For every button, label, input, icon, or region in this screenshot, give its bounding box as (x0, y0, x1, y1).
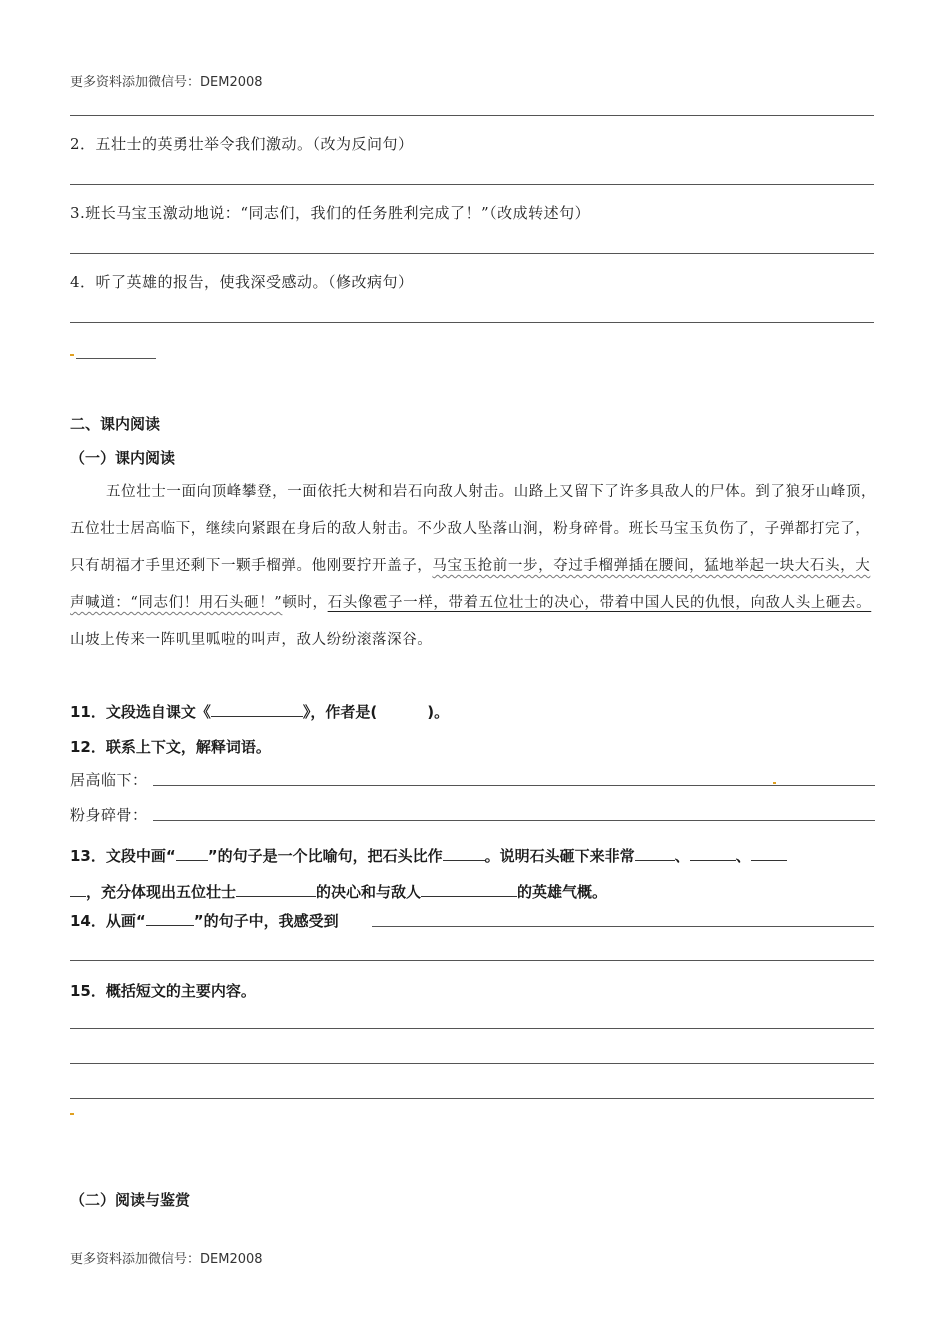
reading-passage (70, 474, 880, 659)
answer-line[interactable] (70, 322, 874, 323)
blank[interactable] (70, 882, 86, 897)
q13-text: 、 (735, 847, 751, 865)
blank[interactable] (236, 882, 316, 897)
answer-line[interactable] (153, 785, 875, 786)
page-header: 更多资料添加微信号：DEM2008 (70, 75, 263, 90)
word-label-2: 粉身碎骨： (70, 806, 148, 824)
answer-line[interactable] (153, 820, 875, 821)
q13-text: 。说明石头砸下来非常 (484, 847, 635, 865)
blank[interactable] (421, 882, 517, 897)
q11-text: 》，作者是( (302, 703, 378, 721)
marker (773, 782, 776, 784)
answer-line[interactable] (70, 115, 874, 116)
answer-line[interactable] (70, 1098, 874, 1099)
q13-text: 、 (674, 847, 690, 865)
passage-text: 山坡上传来一阵叽里呱啦的叫声，敌人纷纷滚落深谷。 (70, 632, 433, 648)
question-14 (70, 910, 339, 931)
page-footer: 更多资料添加微信号：DEM2008 (70, 1252, 263, 1267)
passage-text: 五位壮士一面向顶峰攀登，一面依托大树和岩石向敌人射击。山路上又留下了许多具敌人的尸体。到了狼牙山峰顶，五位壮士居高临下，继续向紧跟在身后的敌人射击。不少敌人坠落山涧，粉身碎骨。班长马宝玉负伤了，子弹都打完了，只有胡福才手里还剩下一颗手榴弹。他刚要拧开盖子， (70, 484, 877, 574)
q11-text: )。 (427, 703, 450, 721)
question-3: 3.班长马宝玉激动地说：“同志们，我们的任务胜利完成了！”（改成转述句） (70, 204, 591, 222)
wavy-underlined-sentence: 马宝玉抢前一步，夺过手榴弹插在腰间，猛地举起一块大石头，大声喊道：“同志们！用石头砸！” (70, 558, 871, 611)
subsection-title-2: （二）阅读与鉴赏 (70, 1191, 191, 1209)
marker (70, 1113, 74, 1115)
answer-line[interactable] (70, 1063, 874, 1064)
q13-text: ，充分体现出五位壮士 (86, 883, 237, 901)
blank[interactable] (211, 702, 303, 717)
passage-text: 顿时， (282, 595, 328, 611)
answer-line[interactable] (70, 184, 874, 185)
question-12: 12．联系上下文，解释词语。 (70, 738, 271, 756)
word-label-1: 居高临下： (70, 771, 148, 789)
q14-text: 14．从画“ (70, 912, 146, 930)
blank[interactable] (635, 846, 675, 861)
q11-text: 11．文段选自课文《 (70, 703, 211, 721)
marker (70, 354, 74, 356)
q13-text: 的英雄气概。 (517, 883, 608, 901)
q13-text: 的决心和与敌人 (316, 883, 422, 901)
question-11 (70, 701, 449, 722)
subsection-title-1: （一）课内阅读 (70, 449, 176, 467)
question-15: 15．概括短文的主要内容。 (70, 982, 256, 1000)
q13-text: ”的句子是一个比喻句，把石头比作 (207, 847, 443, 865)
blank[interactable] (690, 846, 736, 861)
answer-line[interactable] (70, 253, 874, 254)
blank[interactable] (146, 911, 194, 926)
question-13 (70, 838, 880, 910)
answer-line[interactable] (70, 1028, 874, 1029)
answer-line[interactable] (70, 960, 874, 961)
q13-text: 13．文段中画“ (70, 847, 176, 865)
section-title: 二、课内阅读 (70, 415, 161, 433)
question-4: 4．听了英雄的报告，使我深受感动。（修改病句） (70, 273, 414, 291)
answer-line[interactable] (372, 926, 874, 927)
blank[interactable] (751, 846, 787, 861)
question-2: 2．五壮士的英勇壮举令我们激动。（改为反问句） (70, 135, 414, 153)
underlined-sentence: 石头像雹子一样，带着五位壮士的决心，带着中国人民的仇恨，向敌人头上砸去。 (327, 595, 872, 611)
blank[interactable] (443, 846, 485, 861)
short-divider (76, 358, 156, 359)
blank[interactable] (176, 846, 208, 861)
q14-text: ”的句子中，我感受到 (193, 912, 339, 930)
